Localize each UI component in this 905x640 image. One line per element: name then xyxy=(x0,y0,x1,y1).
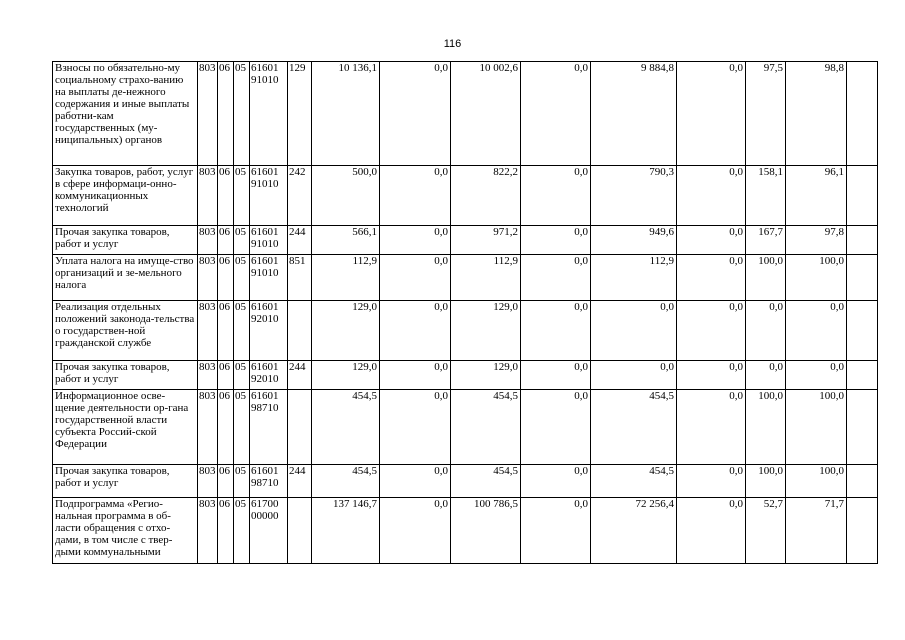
section-code-cell: 06 xyxy=(218,301,234,361)
target-article-cell: 61601 92010 xyxy=(250,361,288,390)
percent-cell: 0,0 xyxy=(746,361,786,390)
section-code-cell: 06 xyxy=(218,390,234,465)
expense-type-cell: 244 xyxy=(288,361,312,390)
value-cell: 566,1 xyxy=(312,226,380,255)
percent-cell: 100,0 xyxy=(786,390,847,465)
percent-cell: 100,0 xyxy=(786,465,847,498)
value-cell: 500,0 xyxy=(312,166,380,226)
value-cell: 454,5 xyxy=(451,465,521,498)
value-cell: 0,0 xyxy=(677,498,746,564)
value-cell: 0,0 xyxy=(521,255,591,301)
expense-name-cell: Реализация отдельных положений законода-тельства о государствен-ной гражданской службе xyxy=(53,301,198,361)
value-cell: 112,9 xyxy=(312,255,380,301)
value-cell: 0,0 xyxy=(521,390,591,465)
value-cell: 0,0 xyxy=(677,62,746,166)
subsection-code-cell: 05 xyxy=(234,361,250,390)
value-cell: 0,0 xyxy=(591,301,677,361)
empty-cell xyxy=(847,62,878,166)
ministry-code-cell: 803 xyxy=(198,390,218,465)
empty-cell xyxy=(847,255,878,301)
percent-cell: 98,8 xyxy=(786,62,847,166)
target-article-cell: 61601 91010 xyxy=(250,166,288,226)
empty-cell xyxy=(847,498,878,564)
percent-cell: 100,0 xyxy=(746,465,786,498)
ministry-code-cell: 803 xyxy=(198,62,218,166)
percent-cell: 71,7 xyxy=(786,498,847,564)
section-code-cell: 06 xyxy=(218,255,234,301)
empty-cell xyxy=(847,226,878,255)
value-cell: 0,0 xyxy=(380,465,451,498)
expense-type-cell: 129 xyxy=(288,62,312,166)
value-cell: 0,0 xyxy=(677,226,746,255)
value-cell: 0,0 xyxy=(380,390,451,465)
expense-type-cell xyxy=(288,498,312,564)
section-code-cell: 06 xyxy=(218,226,234,255)
empty-cell xyxy=(847,166,878,226)
empty-cell xyxy=(847,361,878,390)
expense-type-cell: 851 xyxy=(288,255,312,301)
percent-cell: 97,5 xyxy=(746,62,786,166)
expense-type-cell: 244 xyxy=(288,465,312,498)
section-code-cell: 06 xyxy=(218,465,234,498)
value-cell: 0,0 xyxy=(677,301,746,361)
table-row xyxy=(53,465,878,498)
value-cell: 112,9 xyxy=(451,255,521,301)
percent-cell: 100,0 xyxy=(786,255,847,301)
subsection-code-cell: 05 xyxy=(234,498,250,564)
percent-cell: 167,7 xyxy=(746,226,786,255)
value-cell: 112,9 xyxy=(591,255,677,301)
value-cell: 0,0 xyxy=(521,62,591,166)
value-cell: 0,0 xyxy=(380,255,451,301)
value-cell: 129,0 xyxy=(312,361,380,390)
subsection-code-cell: 05 xyxy=(234,255,250,301)
subsection-code-cell: 05 xyxy=(234,226,250,255)
value-cell: 0,0 xyxy=(677,390,746,465)
value-cell: 10 136,1 xyxy=(312,62,380,166)
expense-name-cell: Прочая закупка товаров, работ и услуг xyxy=(53,361,198,390)
value-cell: 0,0 xyxy=(521,166,591,226)
table-row xyxy=(53,390,878,465)
expense-type-cell: 242 xyxy=(288,166,312,226)
subsection-code-cell: 05 xyxy=(234,390,250,465)
value-cell: 0,0 xyxy=(677,255,746,301)
percent-cell: 100,0 xyxy=(746,390,786,465)
table-row xyxy=(53,166,878,226)
table-row xyxy=(53,255,878,301)
value-cell: 454,5 xyxy=(591,465,677,498)
value-cell: 10 002,6 xyxy=(451,62,521,166)
value-cell: 0,0 xyxy=(521,498,591,564)
value-cell: 0,0 xyxy=(380,301,451,361)
percent-cell: 158,1 xyxy=(746,166,786,226)
target-article-cell: 61601 91010 xyxy=(250,255,288,301)
value-cell: 129,0 xyxy=(451,301,521,361)
target-article-cell: 61601 92010 xyxy=(250,301,288,361)
expense-name-cell: Уплата налога на имуще-ство организаций и зе-мельного налога xyxy=(53,255,198,301)
percent-cell: 0,0 xyxy=(746,301,786,361)
expense-name-cell: Закупка товаров, работ, услуг в сфере информаци-онно-коммуникационных технологий xyxy=(53,166,198,226)
value-cell: 822,2 xyxy=(451,166,521,226)
subsection-code-cell: 05 xyxy=(234,301,250,361)
section-code-cell: 06 xyxy=(218,498,234,564)
value-cell: 0,0 xyxy=(380,62,451,166)
expense-name-cell: Прочая закупка товаров, работ и услуг xyxy=(53,465,198,498)
expense-name-cell: Информационное осве-щение деятельности ор-гана государственной власти субъекта Россий-ской Федерации xyxy=(53,390,198,465)
ministry-code-cell: 803 xyxy=(198,465,218,498)
section-code-cell: 06 xyxy=(218,361,234,390)
table-row xyxy=(53,361,878,390)
percent-cell: 52,7 xyxy=(746,498,786,564)
expense-name-cell: Прочая закупка товаров, работ и услуг xyxy=(53,226,198,255)
expense-type-cell xyxy=(288,390,312,465)
empty-cell xyxy=(847,390,878,465)
expense-type-cell: 244 xyxy=(288,226,312,255)
value-cell: 100 786,5 xyxy=(451,498,521,564)
table-row xyxy=(53,301,878,361)
percent-cell: 96,1 xyxy=(786,166,847,226)
value-cell: 454,5 xyxy=(451,390,521,465)
expense-name-cell: Подпрограмма «Регио-нальная программа в об-ласти обращения с отхо-дами, в том числе с твер-дыми коммунальными xyxy=(53,498,198,564)
empty-cell xyxy=(847,301,878,361)
value-cell: 129,0 xyxy=(312,301,380,361)
target-article-cell: 61601 98710 xyxy=(250,390,288,465)
value-cell: 0,0 xyxy=(380,361,451,390)
value-cell: 72 256,4 xyxy=(591,498,677,564)
value-cell: 137 146,7 xyxy=(312,498,380,564)
target-article-cell: 61601 98710 xyxy=(250,465,288,498)
value-cell: 0,0 xyxy=(521,301,591,361)
target-article-cell: 61601 91010 xyxy=(250,62,288,166)
value-cell: 0,0 xyxy=(380,498,451,564)
budget-table xyxy=(52,61,878,564)
value-cell: 0,0 xyxy=(521,226,591,255)
value-cell: 949,6 xyxy=(591,226,677,255)
value-cell: 0,0 xyxy=(591,361,677,390)
ministry-code-cell: 803 xyxy=(198,166,218,226)
ministry-code-cell: 803 xyxy=(198,498,218,564)
value-cell: 0,0 xyxy=(521,465,591,498)
section-code-cell: 06 xyxy=(218,62,234,166)
ministry-code-cell: 803 xyxy=(198,361,218,390)
expense-name-cell: Взносы по обязательно-му социальному страхо-ванию на выплаты де-нежного содержания и иные выплаты работни-кам государственных (му-ниципальных) органов xyxy=(53,62,198,166)
page-number: 116 xyxy=(443,38,462,50)
section-code-cell: 06 xyxy=(218,166,234,226)
value-cell: 454,5 xyxy=(591,390,677,465)
target-article-cell: 61700 00000 xyxy=(250,498,288,564)
percent-cell: 0,0 xyxy=(786,361,847,390)
percent-cell: 0,0 xyxy=(786,301,847,361)
value-cell: 454,5 xyxy=(312,390,380,465)
value-cell: 0,0 xyxy=(677,166,746,226)
expense-type-cell xyxy=(288,301,312,361)
subsection-code-cell: 05 xyxy=(234,62,250,166)
value-cell: 0,0 xyxy=(380,226,451,255)
value-cell: 0,0 xyxy=(677,465,746,498)
ministry-code-cell: 803 xyxy=(198,301,218,361)
percent-cell: 100,0 xyxy=(746,255,786,301)
value-cell: 9 884,8 xyxy=(591,62,677,166)
table-row xyxy=(53,498,878,564)
value-cell: 0,0 xyxy=(521,361,591,390)
value-cell: 129,0 xyxy=(451,361,521,390)
value-cell: 0,0 xyxy=(677,361,746,390)
table-row xyxy=(53,62,878,166)
empty-cell xyxy=(847,465,878,498)
target-article-cell: 61601 91010 xyxy=(250,226,288,255)
percent-cell: 97,8 xyxy=(786,226,847,255)
value-cell: 0,0 xyxy=(380,166,451,226)
value-cell: 454,5 xyxy=(312,465,380,498)
ministry-code-cell: 803 xyxy=(198,226,218,255)
subsection-code-cell: 05 xyxy=(234,166,250,226)
value-cell: 971,2 xyxy=(451,226,521,255)
subsection-code-cell: 05 xyxy=(234,465,250,498)
value-cell: 790,3 xyxy=(591,166,677,226)
ministry-code-cell: 803 xyxy=(198,255,218,301)
table-body xyxy=(53,62,878,564)
table-row xyxy=(53,226,878,255)
